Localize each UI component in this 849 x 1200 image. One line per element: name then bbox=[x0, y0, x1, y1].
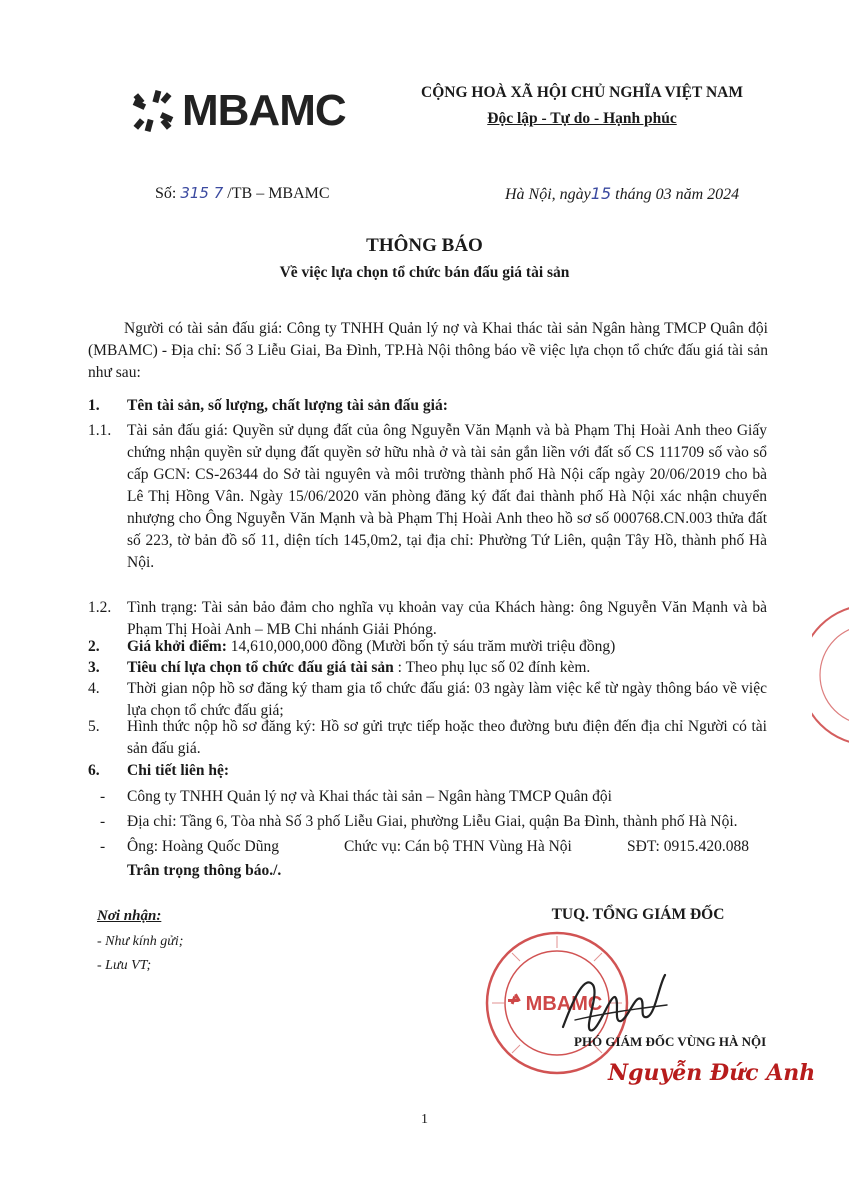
contact-person: Ông: Hoàng Quốc Dũng bbox=[127, 838, 279, 855]
page-number: 1 bbox=[421, 1112, 428, 1127]
national-header bbox=[392, 80, 772, 132]
signer-name: Nguyễn Đức Anh bbox=[608, 1060, 816, 1086]
signature-title: TUQ. TỔNG GIÁM ĐỐC bbox=[551, 906, 725, 923]
recipient-item: - Lưu VT; bbox=[97, 958, 152, 973]
recipients-title: Nơi nhận: bbox=[97, 908, 162, 924]
document-subtitle: Về việc lựa chọn tổ chức bán đấu giá tài sản bbox=[279, 264, 570, 281]
svg-text:MBAMC: MBAMC bbox=[525, 993, 603, 1015]
signer-role: PHÓ GIÁM ĐỐC VÙNG HÀ NỘI bbox=[574, 1034, 767, 1049]
logo-text: MBAMC bbox=[182, 86, 346, 135]
document-title: THÔNG BÁO bbox=[366, 235, 483, 256]
contact-position: Chức vụ: Cán bộ THN Vùng Hà Nội bbox=[344, 838, 572, 855]
recipient-item: - Như kính gửi; bbox=[97, 934, 184, 949]
document-number: Số: 315 7 /TB – MBAMC bbox=[155, 184, 330, 202]
contact-phone: SĐT: 0915.420.088 bbox=[627, 838, 749, 855]
edge-seal-icon bbox=[812, 600, 849, 750]
closing-line: Trân trọng thông báo./. bbox=[127, 862, 282, 879]
handwritten-signature bbox=[555, 965, 675, 1045]
national-motto: Độc lập - Tự do - Hạnh phúc bbox=[487, 110, 677, 127]
intro-paragraph: Người có tài sản đấu giá: Công ty TNHH Quản lý nợ và Khai thác tài sản Ngân hàng TMCP Quân đội (MBAMC) - Địa chỉ: Số 3 Liễu Giai, Ba Đình, TP.Hà Nội thông báo về việc lựa chọn tổ chức đấu giá tài sản như sau: bbox=[88, 320, 768, 381]
handwritten-day: 15 bbox=[590, 184, 612, 203]
nation-name: CỘNG HOÀ XÃ HỘI CHỦ NGHĨA VIỆT NAM bbox=[421, 84, 743, 101]
handwritten-number: 315 7 bbox=[180, 184, 224, 202]
date-line: Hà Nội, ngày15 tháng 03 năm 2024 bbox=[505, 184, 740, 203]
company-logo bbox=[130, 86, 346, 136]
mbamc-star-icon bbox=[130, 88, 176, 134]
